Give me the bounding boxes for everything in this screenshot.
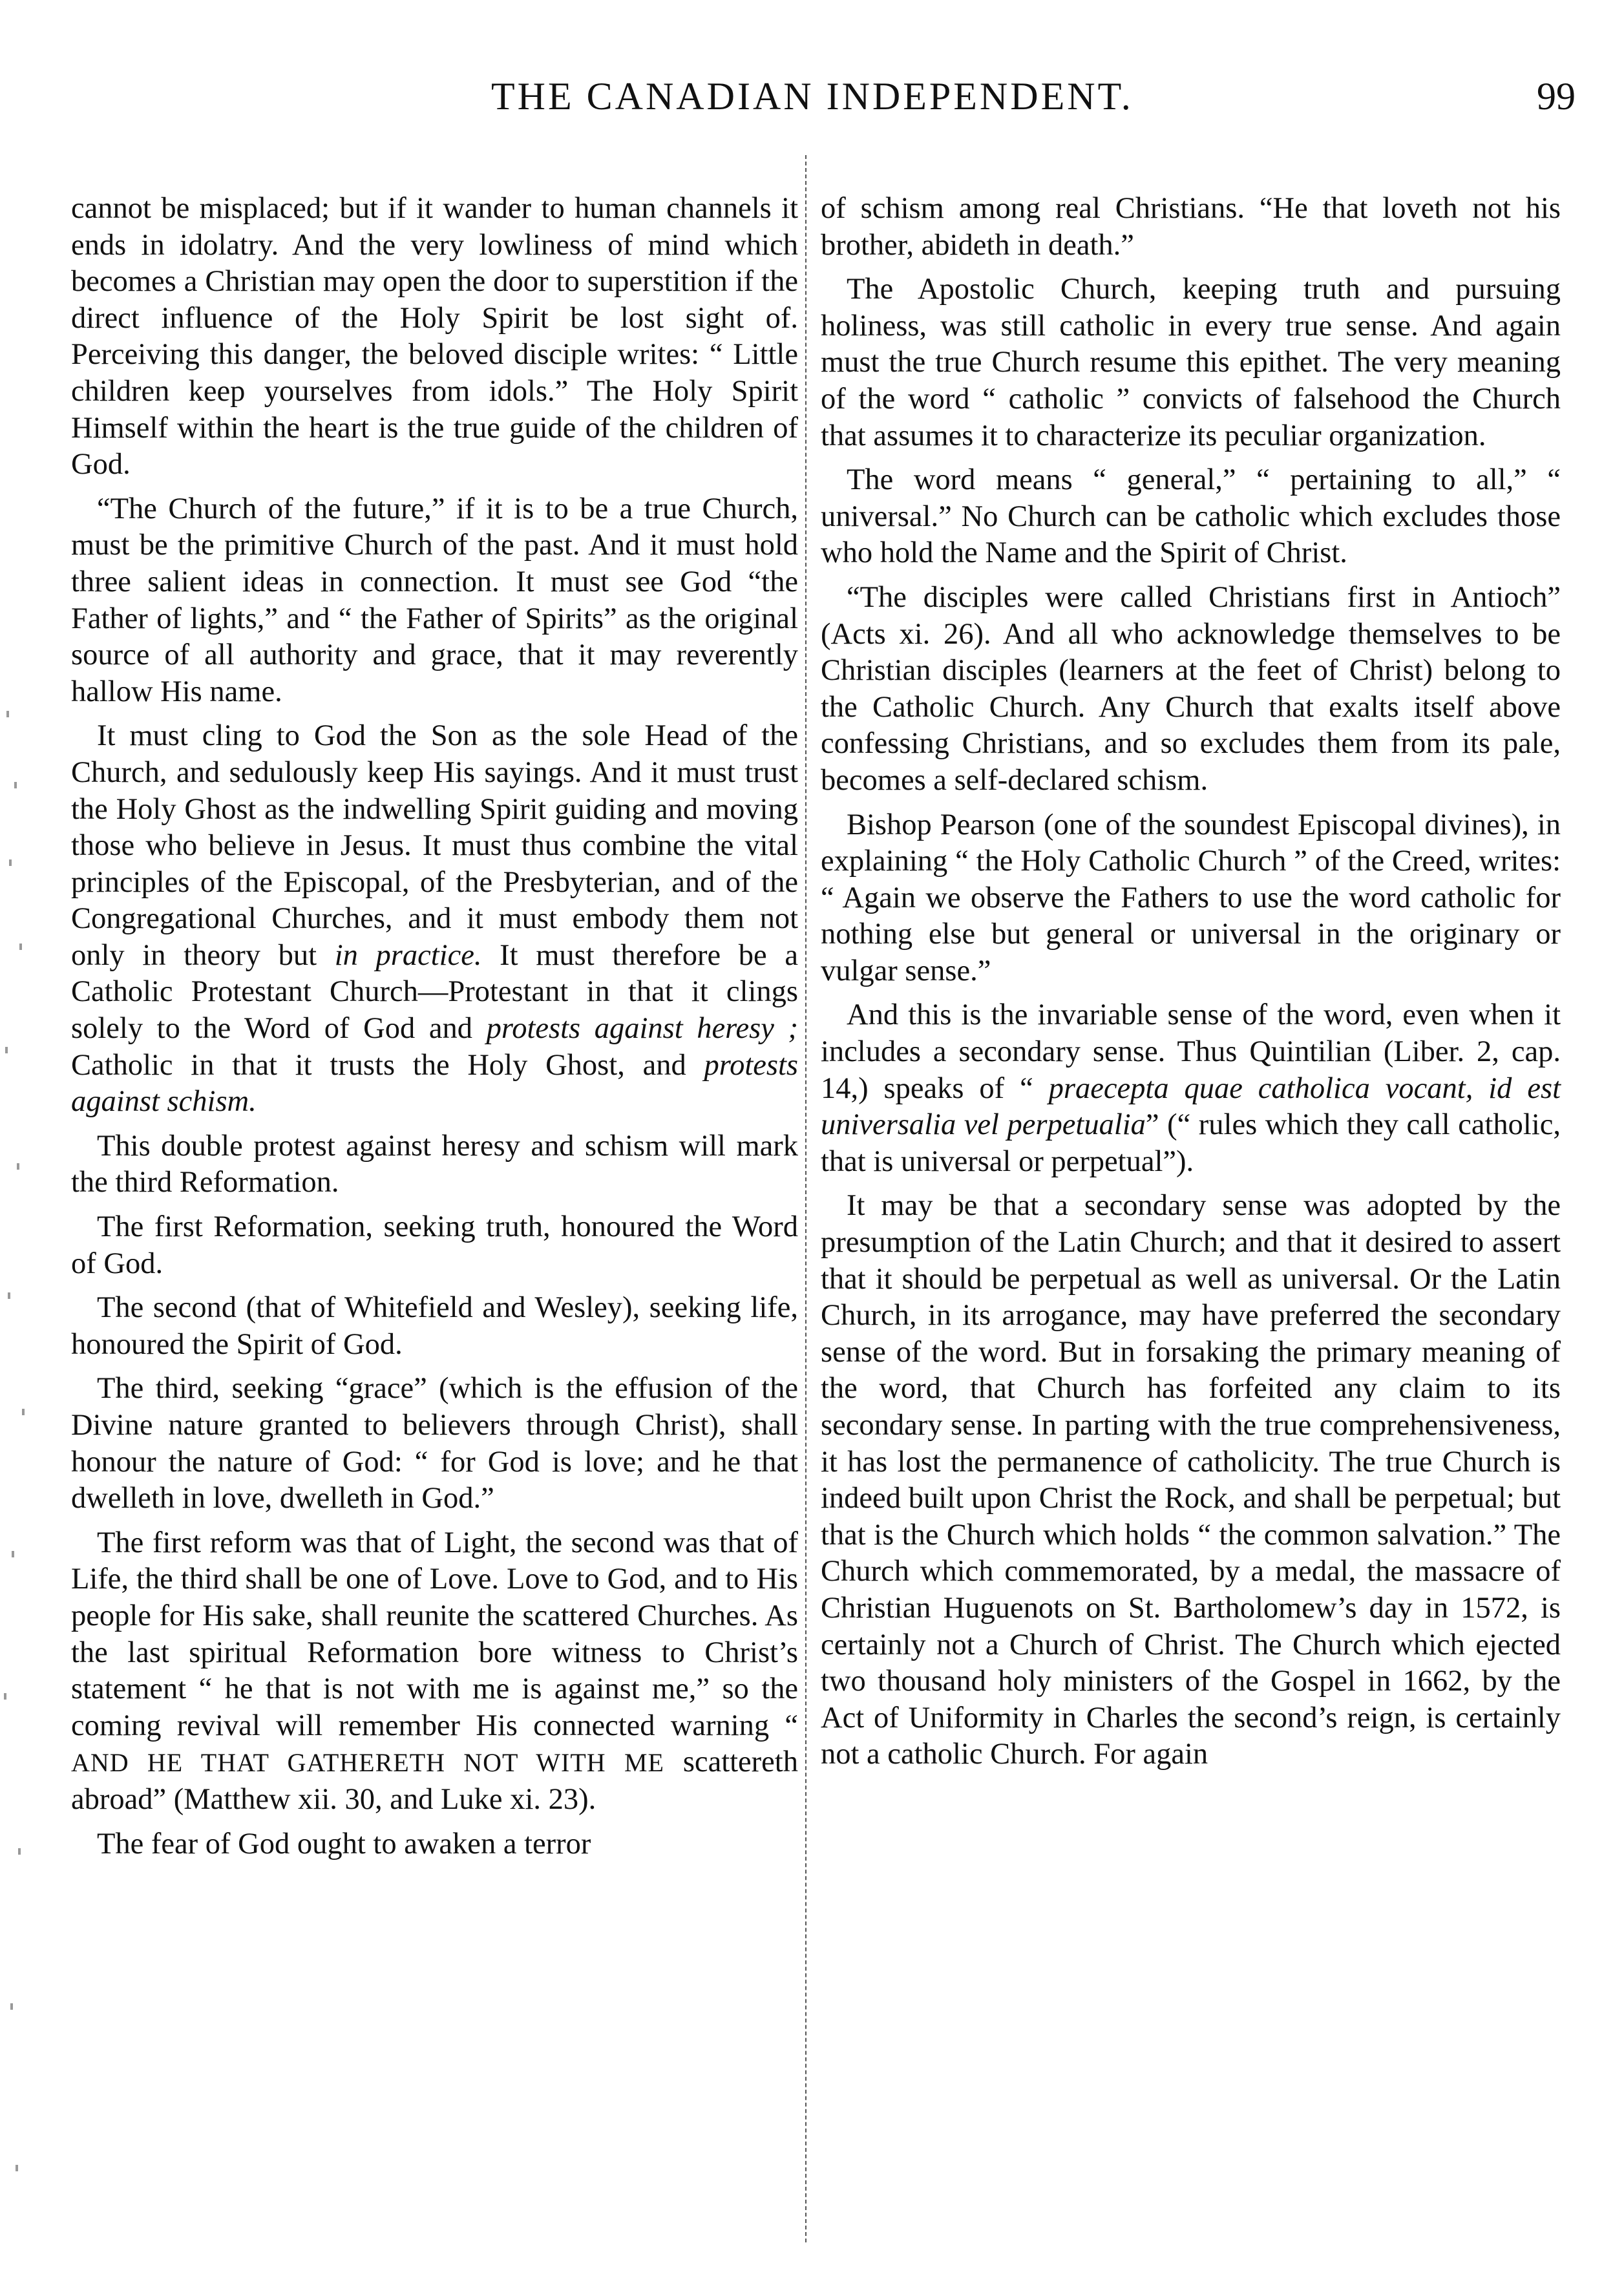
paragraph: of schism among real Christians. “He that loveth not his brother, abideth in death.” xyxy=(821,192,1561,262)
paragraph: “The disciples were called Christians first in Antioch” (Acts xi. 26). And all who acknowledge themselves to be Christian disciples (learners at the feet of Christ) belong to the Catholic Church. Any Church that exalts itself above confessing Christians, and so excludes them from its pale, becomes a self-declared schism. xyxy=(821,580,1561,797)
paragraph-text: Catholic in that it trusts the Holy Ghost, and xyxy=(71,1048,704,1082)
paragraph: The second (that of Whitefield and Wesley), seeking life, honoured the Spirit of God. xyxy=(71,1291,798,1361)
paragraph: “The Church of the future,” if it is to be a true Church, must be the primitive Church of the past. And it must hold three salient ideas in connection. It must see God “the Father of lights,” and “ the Father of Spirits” as the original source of all authority and grace, that it may reverently hallow His name. xyxy=(71,492,798,708)
paragraph xyxy=(71,1525,798,1818)
italic-phrase: protests against heresy ; xyxy=(486,1012,798,1046)
paragraph: The word means “ general,” “ pertaining to all,” “ universal.” No Church can be catholic which excludes those who hold the Name and the Spirit of Christ. xyxy=(821,463,1561,570)
paragraph-text: And this is the invariable sense of the word, even when it includes a secondary sense. Thus Quintilian (Liber. 2, cap. 14,) speaks of “ xyxy=(821,998,1561,1105)
paragraph: cannot be misplaced; but if it wander to human channels it ends in idolatry. And the very lowliness of mind which becomes a Christian may open the door to superstition if the direct influence of the Holy Spirit be lost sight of. Perceiving this danger, the beloved disciple writes: “ Little children keep yourselves from idols.” The Holy Spirit Himself within the heart is the true guide of the children of God. xyxy=(71,192,798,481)
italic-phrase: praecepta quae catholica vocant, id est universalia vel perpetualia xyxy=(821,1071,1561,1142)
paragraph xyxy=(71,718,798,1121)
paragraph: The fear of God ought to awaken a terror xyxy=(97,1827,591,1860)
italic-phrase: in practice. xyxy=(334,938,482,972)
paragraph: The third, seeking “grace” (which is the effusion of the Divine nature granted to believers through Christ), shall honour the nature of God: “ for God is love; and he that dwelleth in love, dwelleth in God.” xyxy=(71,1372,798,1515)
left-column xyxy=(71,191,798,1862)
margin-print-noise xyxy=(0,711,39,2262)
paragraph: The Apostolic Church, keeping truth and pursuing holiness, was still catholic in every true sense. And again must the true Church resume this epithet. The very meaning of the word “ catholic ” convicts of falsehood the Church that assumes it to characterize its peculiar organization. xyxy=(821,273,1561,452)
right-column xyxy=(821,191,1561,1773)
paragraph: The first Reformation, seeking truth, honoured the Word of God. xyxy=(71,1210,798,1280)
page-header xyxy=(0,74,1624,126)
paragraph-text: The first reform was that of Light, the second was that of Life, the third shall be one of Love. Love to God, and to His people for His sake, shall reunite the scattered Churches. As the last spiritual Reformation bore witness to Christ’s statement “ he that is not with me is against me,” so the coming revival will remember His connected warning “ xyxy=(71,1526,798,1742)
page-number: 99 xyxy=(1537,75,1576,118)
paragraph: It may be that a secondary sense was adopted by the presumption of the Latin Church; and that it desired to assert that it should be perpetual as well as universal. Or the Latin Church, in its arrogance, may have preferred the secondary sense of the word. But in forsaking the primary meaning of the word, that Church has forfeited any claim to its secondary sense. In parting with the true comprehensiveness, it has lost the permanence of catholicity. The true Church is indeed built upon Christ the Rock, and shall be perpetual; but that is the Church which holds “ the common salvation.” The Church which commemorated, by a medal, the massacre of Christian Huguenots on St. Bartholomew’s day in 1572, is certainly not a Church of Christ. The Church which ejected two thousand holy ministers of the Gospel in 1662, by the Act of Uniformity in Charles the second’s reign, is certainly not a catholic Church. For again xyxy=(821,1189,1561,1771)
paragraph: This double protest against heresy and schism will mark the third Reformation. xyxy=(71,1129,798,1199)
paragraph-text: ” (“ rules which they call catholic, that is universal or perpetual”). xyxy=(821,1108,1561,1178)
column-divider xyxy=(805,155,807,2242)
paragraph-text: scattereth abroad” (Matthew xii. 30, and Luke xi. 23). xyxy=(71,1745,798,1816)
italic-phrase: protests against schism. xyxy=(71,1048,798,1119)
paragraph xyxy=(821,997,1561,1180)
paragraph-text: It must cling to God the Son as the sole Head of the Church, and sedulously keep His sayings. And it must trust the Holy Ghost as the indwelling Spirit guiding and moving those who believe in Jesus. It must thus combine the vital principles of the Episcopal, of the Presbyterian, and of the Congregational Churches, and it must embody them not only in theory but xyxy=(71,719,798,972)
running-title: THE CANADIAN INDEPENDENT. xyxy=(491,75,1134,118)
paragraph: Bishop Pearson (one of the soundest Episcopal divines), in explaining “ the Holy Catholic Church ” of the Creed, writes: “ Again we observe the Fathers to use the word catholic for nothing else but general or universal in the originary or vulgar sense.” xyxy=(821,808,1561,987)
small-caps-phrase: AND HE THAT GATHERETH NOT WITH ME xyxy=(71,1748,664,1778)
paragraph-text: It must therefore be a Catholic Protestant Church—Protestant in that it clings solely to the Word of God and xyxy=(71,938,798,1046)
